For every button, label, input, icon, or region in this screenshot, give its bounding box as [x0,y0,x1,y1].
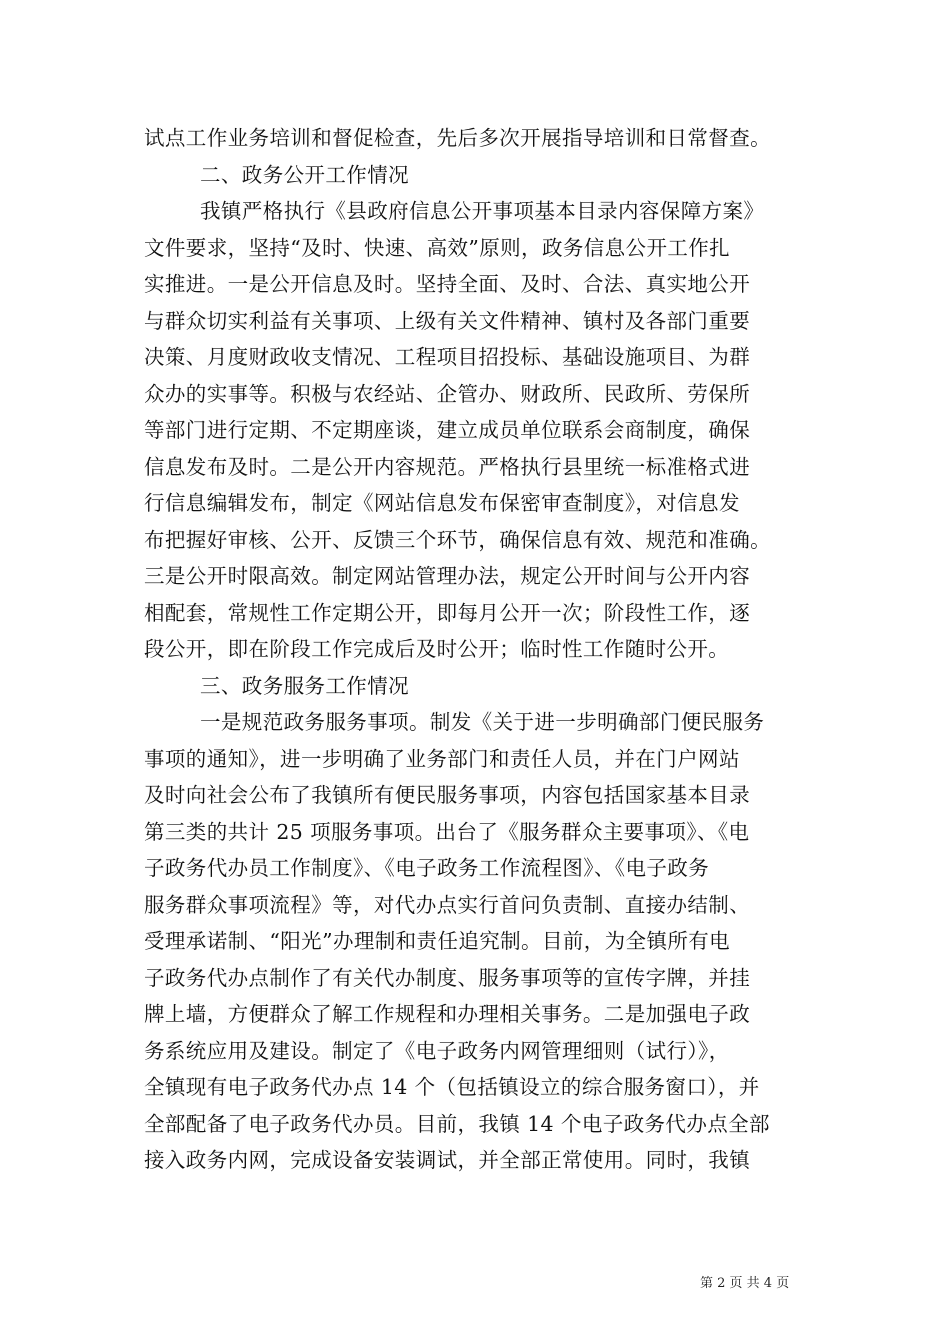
text-line: 事项的通知》，进一步明确了业务部门和责任人员，并在门户网站 [144,746,740,771]
text-line: 牌上墙，方便群众了解工作规程和办理相关事务。二是加强电子政 [144,1002,751,1026]
text-line: 实推进。一是公开信息及时。坚持全面、及时、合法、真实地公开 [144,272,751,296]
paragraph-first-line: 一是规范政务服务事项。制发《关于进一步明确部门便民服务 [200,710,765,734]
text-line: 务系统应用及建设。制定了《电子政务内网管理细则（试行）》， [144,1038,730,1063]
text-line: 全镇现有电子政务代办点 14 个（包括镇设立的综合服务窗口），并 [144,1075,760,1099]
text-line: 文件要求，坚持“及时、快速、高效”原则，政务信息公开工作扎 [144,235,731,260]
text-line: 等部门进行定期、不定期座谈，建立成员单位联系会商制度，确保 [144,418,751,442]
text-line: 服务群众事项流程》等，对代办点实行首问负责制、直接办结制、 [144,892,751,917]
body-text [144,120,814,1179]
text-line: 接入政务内网，完成设备安装调试，并全部正常使用。同时，我镇 [144,1148,751,1172]
text-line: 第三类的共计 25 项服务事项。出台了《服务群众主要事项》、《电 [144,819,750,844]
text-line: 子政务代办点制作了有关代办制度、服务事项等的宣传字牌，并挂 [144,965,751,990]
text-line: 及时向社会公布了我镇所有便民服务事项，内容包括国家基本目录 [144,783,751,807]
text-line: 受理承诺制、“阳光”办理制和责任追究制。目前，为全镇所有电 [144,929,731,953]
paragraph-first-line: 我镇严格执行《县政府信息公开事项基本目录内容保障方案》 [200,199,765,223]
text-line: 信息发布及时。二是公开内容规范。严格执行县里统一标准格式进 [144,454,751,479]
text-line: 段公开，即在阶段工作完成后及时公开；临时性工作随时公开。 [144,637,730,661]
text-line: 全部配备了电子政务代办员。目前，我镇 14 个电子政务代办点全部 [144,1111,770,1136]
page-number: 第 2 页 共 4 页 [700,1276,790,1291]
text-line: 试点工作业务培训和督促检查，先后多次开展指导培训和日常督查。 [144,126,771,150]
paragraph-first-line: 二、政务公开工作情况 [200,162,409,187]
text-line: 三是公开时限高效。制定网站管理办法，规定公开时间与公开内容 [144,564,751,588]
text-line: 决策、月度财政收支情况、工程项目招投标、基础设施项目、为群 [144,345,751,369]
text-line: 子政务代办员工作制度》、《电子政务工作流程图》、《电子政务 [144,856,710,880]
text-line: 与群众切实利益有关事项、上级有关文件精神、镇村及各部门重要 [144,308,751,333]
paragraph-first-line: 三、政务服务工作情况 [200,673,409,698]
text-line: 相配套，常规性工作定期公开，即每月公开一次；阶段性工作，逐 [144,600,751,625]
text-line: 众办的实事等。积极与农经站、企管办、财政所、民政所、劳保所 [144,381,751,406]
text-line: 行信息编辑发布，制定《网站信息发布保密审查制度》，对信息发 [144,491,740,515]
text-line: 布把握好审核、公开、反馈三个环节，确保信息有效、规范和准确。 [144,527,771,552]
